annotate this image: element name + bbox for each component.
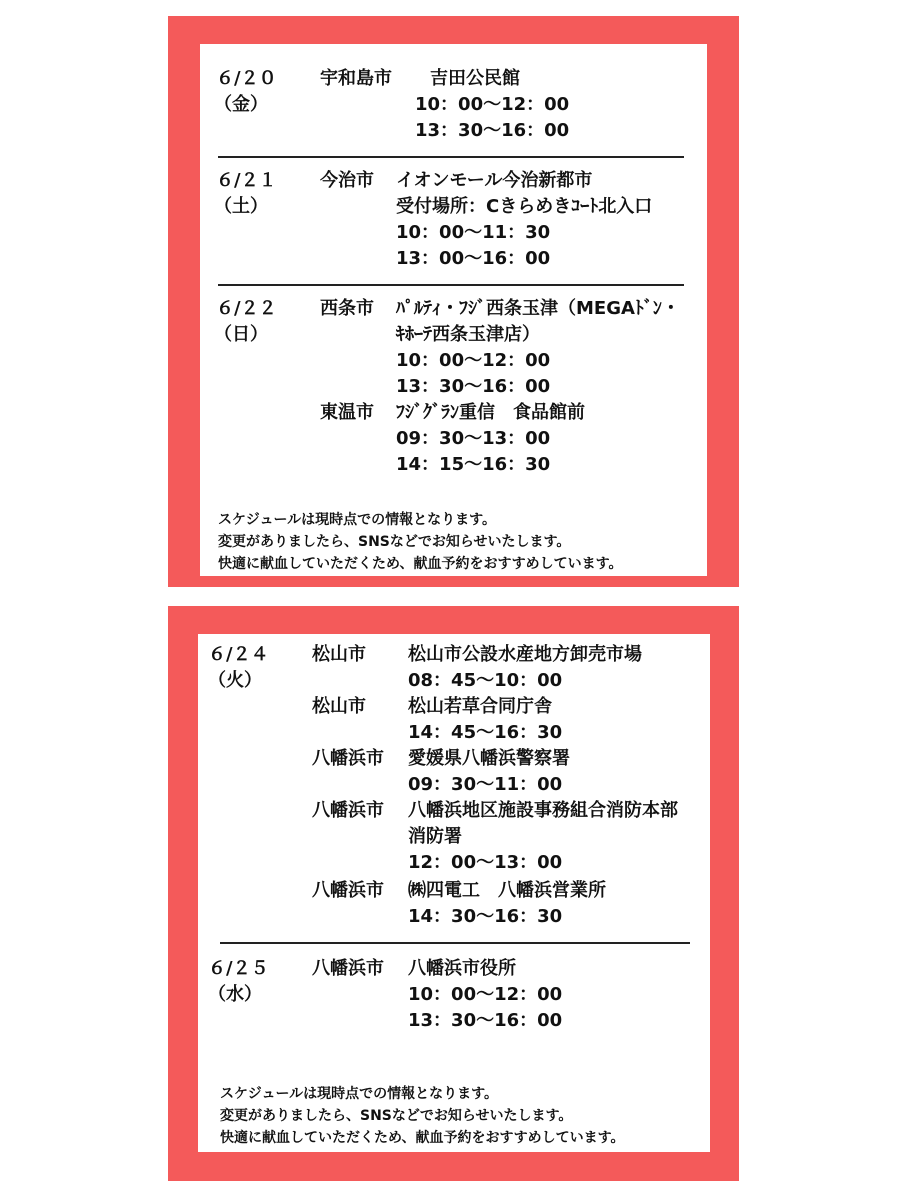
entry-day: （金） [214,94,268,115]
entry-venue-cont: ｷﾎｰﾃ西条玉津店） [396,324,540,345]
entry-city: 松山市 [312,696,366,717]
note-line: 変更がありましたら、SNSなどでお知らせいたします。 [220,1108,573,1124]
entry-venue: 吉田公民館 [430,68,520,89]
entry-city: 八幡浜市 [312,800,384,821]
entry-time: 09：30〜13：00 [396,428,551,449]
entry-date: ６/２１ [216,170,277,191]
entry-venue: 愛媛県八幡浜警察署 [408,748,570,769]
entry-time: 09：30〜11：00 [408,774,563,795]
note-line: スケジュールは現時点での情報となります。 [220,1086,499,1102]
note-line: 変更がありましたら、SNSなどでお知らせいたします。 [218,534,571,550]
entry-time: 10：00〜12：00 [415,94,570,115]
entry-time: 13：00〜16：00 [396,248,551,269]
entry-city: 八幡浜市 [312,880,384,901]
entry-day: （土） [214,196,268,217]
entry-city: 今治市 [320,170,374,191]
entry-time: 13：30〜16：00 [408,1010,563,1031]
entry-time: 14：15〜16：30 [396,454,551,475]
entry-day: （水） [208,984,262,1005]
entry-time: 14：45〜16：30 [408,722,563,743]
entry-time: 14：30〜16：30 [408,906,563,927]
entry-day: （火） [208,670,262,691]
entry-time: 08：45〜10：00 [408,670,563,691]
entry-venue-cont: 消防署 [408,826,462,847]
entry-city: 八幡浜市 [312,958,384,979]
note-line: 快適に献血していただくため、献血予約をおすすめしています。 [218,556,623,572]
entry-time: 13：30〜16：00 [415,120,570,141]
entry-venue-detail: 受付場所：Cきらめきｺｰﾄ北入口 [396,196,653,217]
note-line: 快適に献血していただくため、献血予約をおすすめしています。 [220,1130,625,1146]
entry-city: 松山市 [312,644,366,665]
entry-time: 10：00〜12：00 [396,350,551,371]
entry-venue: ㈱四電工 八幡浜営業所 [408,880,606,901]
entry-city: 八幡浜市 [312,748,384,769]
entry-venue: イオンモール今治新都市 [396,170,593,191]
entry-date: ６/２４ [208,644,269,665]
entry-city: 東温市 [320,402,374,423]
schedule-card-2 [198,634,710,1152]
divider [218,156,684,158]
divider [218,284,684,286]
entry-city: 宇和島市 [320,68,392,89]
note-line: スケジュールは現時点での情報となります。 [218,512,497,528]
entry-time: 12：00〜13：00 [408,852,563,873]
entry-time: 13：30〜16：00 [396,376,551,397]
entry-venue: ﾊﾟﾙﾃｨ・ﾌｼﾞ西条玉津（MEGAﾄﾞﾝ・ [396,298,680,319]
entry-time: 10：00〜12：00 [408,984,563,1005]
entry-venue: 松山市公設水産地方卸売市場 [408,644,642,665]
entry-venue: 八幡浜地区施設事務組合消防本部 [408,800,678,821]
entry-date: ６/２５ [208,958,269,979]
schedule-panel-2 [168,606,739,1181]
schedule-panel-1 [168,16,739,587]
entry-city: 西条市 [320,298,374,319]
entry-venue: 松山若草合同庁舎 [408,696,552,717]
entry-day: （日） [214,324,268,345]
entry-venue: 八幡浜市役所 [408,958,516,979]
entry-date: ６/２０ [216,68,277,89]
divider [220,942,690,944]
schedule-card-1 [200,44,707,576]
entry-venue: ﾌｼﾞｸﾞﾗﾝ重信 食品館前 [396,402,585,423]
entry-date: ６/２２ [216,298,277,319]
entry-time: 10：00〜11：30 [396,222,551,243]
